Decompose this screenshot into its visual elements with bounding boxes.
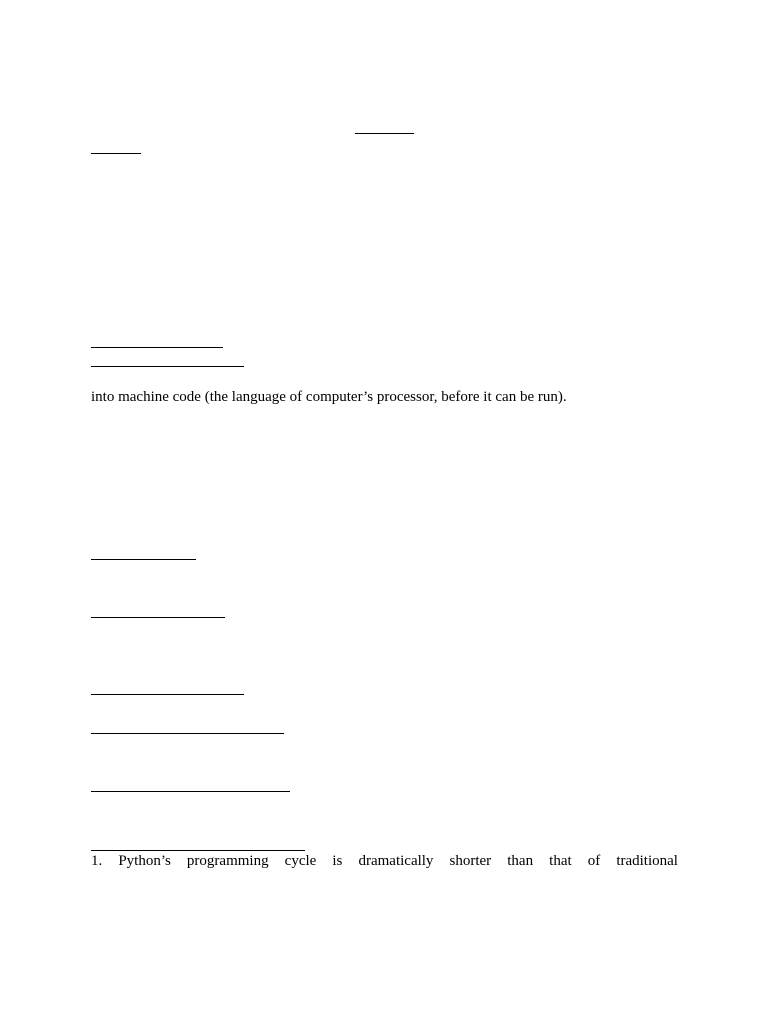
subheading-underline xyxy=(91,153,141,154)
heading-underline xyxy=(91,850,305,851)
word: dramatically xyxy=(358,853,434,869)
word: 1. xyxy=(91,853,103,869)
word: that xyxy=(549,853,572,869)
heading-underline xyxy=(91,617,225,618)
word: is xyxy=(332,853,343,869)
heading-underline xyxy=(91,694,244,695)
heading-underline xyxy=(91,559,196,560)
word: Python’s xyxy=(118,853,171,869)
word: of xyxy=(587,853,601,869)
heading-underline xyxy=(91,733,284,734)
word: shorter xyxy=(449,853,492,869)
heading-underline xyxy=(91,366,244,367)
body-text-justified-line xyxy=(91,852,678,870)
word: programming xyxy=(186,853,269,869)
body-text-line: into machine code (the language of computer’s processor, before it can be run). xyxy=(91,389,567,405)
word: cycle xyxy=(284,853,317,869)
heading-underline xyxy=(91,347,223,348)
title-underline xyxy=(355,133,414,134)
word: traditional xyxy=(616,853,678,869)
heading-underline xyxy=(91,791,290,792)
word: than xyxy=(507,853,534,869)
